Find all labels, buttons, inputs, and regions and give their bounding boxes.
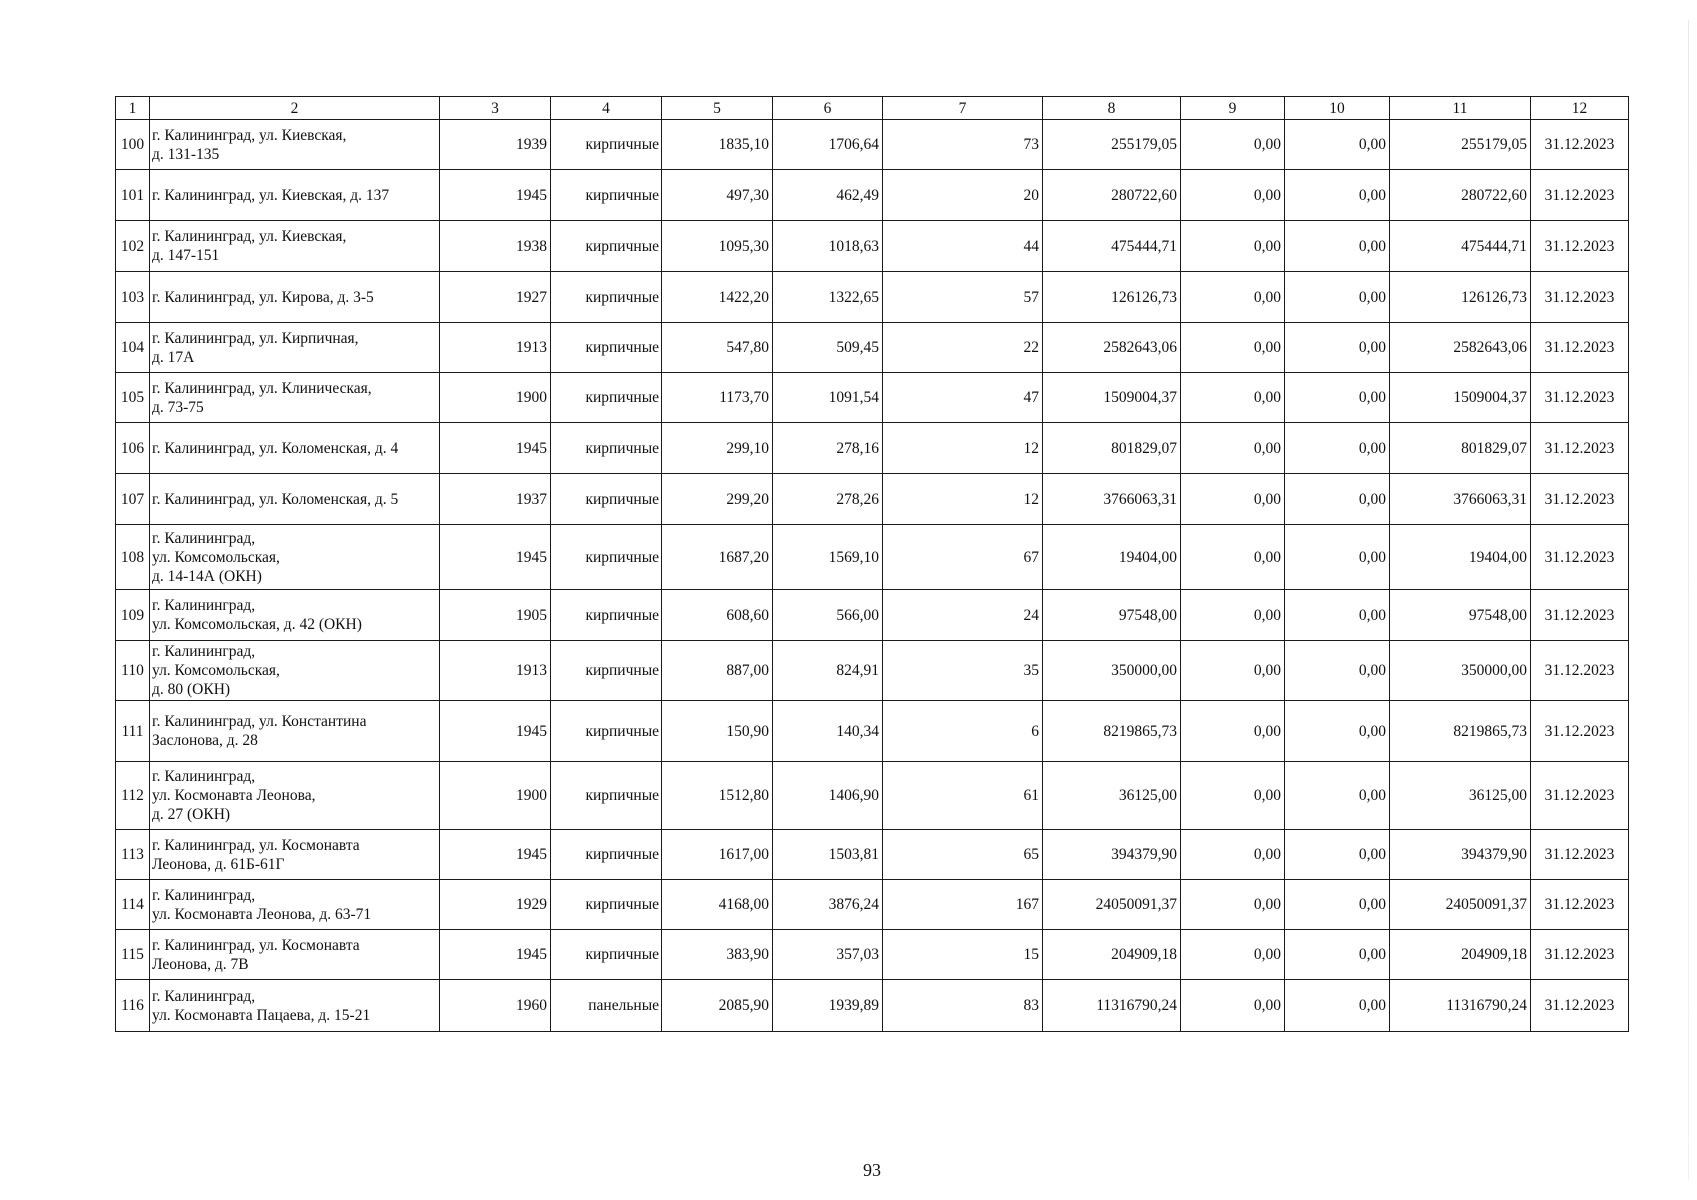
column-6-cell: 357,03 <box>773 930 883 980</box>
column-7-cell: 167 <box>883 880 1043 930</box>
table-row <box>116 830 1629 880</box>
wall-material-cell: кирпичные <box>551 323 662 373</box>
column-9-cell: 0,00 <box>1181 762 1285 830</box>
wall-material-cell: кирпичные <box>551 641 662 701</box>
address-cell <box>150 590 440 641</box>
column-6-cell: 3876,24 <box>773 880 883 930</box>
wall-material-cell: кирпичные <box>551 701 662 762</box>
address-line: д. 73-75 <box>152 398 204 416</box>
row-number-cell: 113 <box>116 830 150 880</box>
column-10-cell: 0,00 <box>1285 641 1390 701</box>
column-6-cell: 140,34 <box>773 701 883 762</box>
address-line: ул. Космонавта Леонова, д. 63-71 <box>152 905 372 923</box>
column-5-cell: 608,60 <box>662 590 773 641</box>
column-6-cell: 824,91 <box>773 641 883 701</box>
year-cell: 1945 <box>440 701 551 762</box>
wall-material-cell: кирпичные <box>551 880 662 930</box>
wall-material-cell: кирпичные <box>551 830 662 880</box>
deadline-date-cell: 31.12.2023 <box>1531 423 1629 474</box>
column-10-cell: 0,00 <box>1285 830 1390 880</box>
year-cell: 1905 <box>440 590 551 641</box>
column-header-2: 2 <box>150 97 440 120</box>
address-line: г. Калининград, <box>152 987 256 1005</box>
row-number-cell: 114 <box>116 880 150 930</box>
column-9-cell: 0,00 <box>1181 272 1285 323</box>
table-row <box>116 170 1629 221</box>
deadline-date-cell: 31.12.2023 <box>1531 830 1629 880</box>
column-8-cell: 350000,00 <box>1043 641 1181 701</box>
column-10-cell: 0,00 <box>1285 170 1390 221</box>
address-line: д. 131-135 <box>152 145 220 163</box>
column-7-cell: 65 <box>883 830 1043 880</box>
table-row <box>116 590 1629 641</box>
year-cell: 1945 <box>440 423 551 474</box>
column-7-cell: 57 <box>883 272 1043 323</box>
column-7-cell: 20 <box>883 170 1043 221</box>
column-8-cell: 204909,18 <box>1043 930 1181 980</box>
column-8-cell: 801829,07 <box>1043 423 1181 474</box>
table-row <box>116 272 1629 323</box>
year-cell: 1900 <box>440 762 551 830</box>
page-number: 93 <box>863 1160 881 1180</box>
column-header-5: 5 <box>662 97 773 120</box>
column-10-cell: 0,00 <box>1285 373 1390 423</box>
wall-material-cell: кирпичные <box>551 373 662 423</box>
column-6-cell: 1322,65 <box>773 272 883 323</box>
year-cell: 1938 <box>440 221 551 272</box>
wall-material-cell: кирпичные <box>551 762 662 830</box>
column-8-cell: 3766063,31 <box>1043 474 1181 525</box>
column-7-cell: 15 <box>883 930 1043 980</box>
column-9-cell: 0,00 <box>1181 221 1285 272</box>
column-8-cell: 475444,71 <box>1043 221 1181 272</box>
deadline-date-cell: 31.12.2023 <box>1531 373 1629 423</box>
column-11-cell: 350000,00 <box>1390 641 1531 701</box>
table-row <box>116 120 1629 170</box>
column-6-cell: 1091,54 <box>773 373 883 423</box>
column-6-cell: 1939,89 <box>773 980 883 1032</box>
table-row <box>116 930 1629 980</box>
column-7-cell: 47 <box>883 373 1043 423</box>
table-row <box>116 221 1629 272</box>
address-cell <box>150 120 440 170</box>
address-line: г. Калининград, <box>152 529 256 547</box>
row-number-cell: 105 <box>116 373 150 423</box>
column-11-cell: 126126,73 <box>1390 272 1531 323</box>
address-cell <box>150 373 440 423</box>
column-8-cell: 36125,00 <box>1043 762 1181 830</box>
address-cell <box>150 701 440 762</box>
deadline-date-cell: 31.12.2023 <box>1531 120 1629 170</box>
year-cell: 1939 <box>440 120 551 170</box>
deadline-date-cell: 31.12.2023 <box>1531 525 1629 590</box>
column-7-cell: 6 <box>883 701 1043 762</box>
address-line: ул. Комсомольская, д. 42 (ОКН) <box>152 616 362 633</box>
address-line: г. Калининград, ул. Киевская, <box>152 126 347 144</box>
year-cell: 1960 <box>440 980 551 1032</box>
table-row <box>116 980 1629 1032</box>
column-10-cell: 0,00 <box>1285 272 1390 323</box>
address-cell <box>150 272 440 323</box>
column-7-cell: 12 <box>883 474 1043 525</box>
column-8-cell: 394379,90 <box>1043 830 1181 880</box>
column-7-cell: 61 <box>883 762 1043 830</box>
column-5-cell: 150,90 <box>662 701 773 762</box>
column-header-12: 12 <box>1531 97 1629 120</box>
row-number-cell: 115 <box>116 930 150 980</box>
column-5-cell: 2085,90 <box>662 980 773 1032</box>
wall-material-cell: кирпичные <box>551 930 662 980</box>
year-cell: 1913 <box>440 641 551 701</box>
column-header-11: 11 <box>1390 97 1531 120</box>
column-9-cell: 0,00 <box>1181 170 1285 221</box>
column-11-cell: 255179,05 <box>1390 120 1531 170</box>
address-line: г. Калининград, ул. Космонавта <box>152 936 360 954</box>
column-10-cell: 0,00 <box>1285 701 1390 762</box>
column-9-cell: 0,00 <box>1181 590 1285 641</box>
column-8-cell: 280722,60 <box>1043 170 1181 221</box>
address-line: г. Калининград, ул. Коломенская, д. 5 <box>152 490 399 508</box>
row-number-cell: 112 <box>116 762 150 830</box>
row-number-cell: 104 <box>116 323 150 373</box>
column-8-cell: 24050091,37 <box>1043 880 1181 930</box>
housing-register-table <box>115 96 1629 1032</box>
deadline-date-cell: 31.12.2023 <box>1531 474 1629 525</box>
column-6-cell: 462,49 <box>773 170 883 221</box>
row-number-cell: 101 <box>116 170 150 221</box>
column-10-cell: 0,00 <box>1285 590 1390 641</box>
address-cell <box>150 323 440 373</box>
column-6-cell: 1706,64 <box>773 120 883 170</box>
deadline-date-cell: 31.12.2023 <box>1531 590 1629 641</box>
row-number-cell: 102 <box>116 221 150 272</box>
deadline-date-cell: 31.12.2023 <box>1531 221 1629 272</box>
address-line: г. Калининград, <box>152 886 256 904</box>
year-cell: 1945 <box>440 830 551 880</box>
address-line: д. 17А <box>152 348 195 366</box>
address-line: ул. Космонавта Леонова, <box>152 787 316 804</box>
table-row <box>116 423 1629 474</box>
address-line: г. Калининград, ул. Константина <box>152 713 367 730</box>
column-5-cell: 1173,70 <box>662 373 773 423</box>
column-header-3: 3 <box>440 97 551 120</box>
address-cell <box>150 830 440 880</box>
deadline-date-cell: 31.12.2023 <box>1531 323 1629 373</box>
wall-material-cell: кирпичные <box>551 272 662 323</box>
column-5-cell: 497,30 <box>662 170 773 221</box>
column-5-cell: 4168,00 <box>662 880 773 930</box>
column-5-cell: 1835,10 <box>662 120 773 170</box>
column-8-cell: 2582643,06 <box>1043 323 1181 373</box>
wall-material-cell: кирпичные <box>551 170 662 221</box>
wall-material-cell: кирпичные <box>551 221 662 272</box>
column-number-header-row <box>116 97 1629 120</box>
column-11-cell: 11316790,24 <box>1390 980 1531 1032</box>
address-cell <box>150 930 440 980</box>
column-header-1: 1 <box>116 97 150 120</box>
column-8-cell: 19404,00 <box>1043 525 1181 590</box>
table-row <box>116 701 1629 762</box>
column-10-cell: 0,00 <box>1285 980 1390 1032</box>
address-line: ул. Космонавта Пацаева, д. 15-21 <box>152 1006 371 1024</box>
column-8-cell: 8219865,73 <box>1043 701 1181 762</box>
address-cell <box>150 980 440 1032</box>
column-9-cell: 0,00 <box>1181 930 1285 980</box>
year-cell: 1929 <box>440 880 551 930</box>
column-6-cell: 278,26 <box>773 474 883 525</box>
column-11-cell: 8219865,73 <box>1390 701 1531 762</box>
column-9-cell: 0,00 <box>1181 830 1285 880</box>
column-5-cell: 1422,20 <box>662 272 773 323</box>
year-cell: 1937 <box>440 474 551 525</box>
year-cell: 1945 <box>440 930 551 980</box>
column-5-cell: 1095,30 <box>662 221 773 272</box>
column-10-cell: 0,00 <box>1285 120 1390 170</box>
address-cell <box>150 474 440 525</box>
column-6-cell: 509,45 <box>773 323 883 373</box>
column-11-cell: 24050091,37 <box>1390 880 1531 930</box>
column-5-cell: 299,20 <box>662 474 773 525</box>
column-11-cell: 19404,00 <box>1390 525 1531 590</box>
address-line: ул. Комсомольская, <box>152 548 280 566</box>
address-cell <box>150 170 440 221</box>
column-8-cell: 255179,05 <box>1043 120 1181 170</box>
column-5-cell: 1617,00 <box>662 830 773 880</box>
address-line: д. 147-151 <box>152 247 220 264</box>
column-10-cell: 0,00 <box>1285 880 1390 930</box>
column-10-cell: 0,00 <box>1285 323 1390 373</box>
row-number-cell: 109 <box>116 590 150 641</box>
column-6-cell: 1018,63 <box>773 221 883 272</box>
column-11-cell: 1509004,37 <box>1390 373 1531 423</box>
address-line: д. 80 (ОКН) <box>152 681 231 698</box>
table-row <box>116 525 1629 590</box>
column-8-cell: 11316790,24 <box>1043 980 1181 1032</box>
address-line: д. 27 (ОКН) <box>152 806 231 823</box>
column-5-cell: 547,80 <box>662 323 773 373</box>
column-7-cell: 44 <box>883 221 1043 272</box>
row-number-cell: 106 <box>116 423 150 474</box>
address-cell <box>150 525 440 590</box>
column-5-cell: 887,00 <box>662 641 773 701</box>
column-5-cell: 1512,80 <box>662 762 773 830</box>
column-10-cell: 0,00 <box>1285 423 1390 474</box>
column-6-cell: 1569,10 <box>773 525 883 590</box>
wall-material-cell: панельные <box>551 980 662 1032</box>
column-8-cell: 1509004,37 <box>1043 373 1181 423</box>
year-cell: 1913 <box>440 323 551 373</box>
year-cell: 1945 <box>440 525 551 590</box>
column-7-cell: 35 <box>883 641 1043 701</box>
row-number-cell: 111 <box>116 701 150 762</box>
column-9-cell: 0,00 <box>1181 120 1285 170</box>
column-6-cell: 1503,81 <box>773 830 883 880</box>
column-header-8: 8 <box>1043 97 1181 120</box>
column-7-cell: 67 <box>883 525 1043 590</box>
column-9-cell: 0,00 <box>1181 701 1285 762</box>
address-line: г. Калининград, ул. Киевская, <box>152 228 347 245</box>
year-cell: 1900 <box>440 373 551 423</box>
row-number-cell: 107 <box>116 474 150 525</box>
column-11-cell: 97548,00 <box>1390 590 1531 641</box>
row-number-cell: 108 <box>116 525 150 590</box>
column-9-cell: 0,00 <box>1181 474 1285 525</box>
address-line: г. Калининград, ул. Кирпичная, <box>152 329 359 347</box>
column-5-cell: 1687,20 <box>662 525 773 590</box>
year-cell: 1927 <box>440 272 551 323</box>
table-row <box>116 373 1629 423</box>
row-number-cell: 103 <box>116 272 150 323</box>
address-line: д. 14-14А (ОКН) <box>152 567 262 585</box>
column-5-cell: 383,90 <box>662 930 773 980</box>
wall-material-cell: кирпичные <box>551 590 662 641</box>
column-7-cell: 24 <box>883 590 1043 641</box>
column-11-cell: 36125,00 <box>1390 762 1531 830</box>
wall-material-cell: кирпичные <box>551 120 662 170</box>
column-header-4: 4 <box>551 97 662 120</box>
register-table-container <box>115 96 1628 1032</box>
column-11-cell: 394379,90 <box>1390 830 1531 880</box>
column-5-cell: 299,10 <box>662 423 773 474</box>
deadline-date-cell: 31.12.2023 <box>1531 170 1629 221</box>
wall-material-cell: кирпичные <box>551 525 662 590</box>
column-11-cell: 280722,60 <box>1390 170 1531 221</box>
deadline-date-cell: 31.12.2023 <box>1531 762 1629 830</box>
column-9-cell: 0,00 <box>1181 525 1285 590</box>
address-cell <box>150 423 440 474</box>
address-line: Заслонова, д. 28 <box>152 732 258 749</box>
column-9-cell: 0,00 <box>1181 641 1285 701</box>
deadline-date-cell: 31.12.2023 <box>1531 701 1629 762</box>
column-9-cell: 0,00 <box>1181 880 1285 930</box>
table-row <box>116 762 1629 830</box>
column-11-cell: 3766063,31 <box>1390 474 1531 525</box>
year-cell: 1945 <box>440 170 551 221</box>
address-line: г. Калининград, <box>152 597 256 614</box>
address-cell <box>150 221 440 272</box>
column-11-cell: 204909,18 <box>1390 930 1531 980</box>
deadline-date-cell: 31.12.2023 <box>1531 980 1629 1032</box>
column-8-cell: 126126,73 <box>1043 272 1181 323</box>
table-row <box>116 323 1629 373</box>
column-10-cell: 0,00 <box>1285 525 1390 590</box>
address-line: г. Калининград, ул. Киевская, д. 137 <box>152 186 390 204</box>
row-number-cell: 100 <box>116 120 150 170</box>
column-11-cell: 475444,71 <box>1390 221 1531 272</box>
address-cell <box>150 641 440 701</box>
table-body <box>116 120 1629 1032</box>
column-7-cell: 12 <box>883 423 1043 474</box>
column-header-6: 6 <box>773 97 883 120</box>
wall-material-cell: кирпичные <box>551 423 662 474</box>
column-8-cell: 97548,00 <box>1043 590 1181 641</box>
column-header-10: 10 <box>1285 97 1390 120</box>
address-line: г. Калининград, ул. Коломенская, д. 4 <box>152 439 399 457</box>
row-number-cell: 116 <box>116 980 150 1032</box>
row-number-cell: 110 <box>116 641 150 701</box>
deadline-date-cell: 31.12.2023 <box>1531 641 1629 701</box>
deadline-date-cell: 31.12.2023 <box>1531 930 1629 980</box>
column-7-cell: 22 <box>883 323 1043 373</box>
address-line: г. Калининград, <box>152 643 256 660</box>
table-row <box>116 641 1629 701</box>
column-11-cell: 801829,07 <box>1390 423 1531 474</box>
address-line: г. Калининград, ул. Кирова, д. 3-5 <box>152 288 374 306</box>
address-cell <box>150 762 440 830</box>
column-6-cell: 278,16 <box>773 423 883 474</box>
column-9-cell: 0,00 <box>1181 373 1285 423</box>
table-row <box>116 880 1629 930</box>
address-line: Леонова, д. 61Б-61Г <box>152 855 285 873</box>
column-7-cell: 73 <box>883 120 1043 170</box>
column-header-7: 7 <box>883 97 1043 120</box>
address-line: г. Калининград, <box>152 768 256 785</box>
column-10-cell: 0,00 <box>1285 474 1390 525</box>
address-line: Леонова, д. 7В <box>152 955 249 973</box>
column-7-cell: 83 <box>883 980 1043 1032</box>
address-line: ул. Комсомольская, <box>152 662 280 679</box>
column-11-cell: 2582643,06 <box>1390 323 1531 373</box>
scan-edge <box>1688 20 1689 1180</box>
column-9-cell: 0,00 <box>1181 323 1285 373</box>
deadline-date-cell: 31.12.2023 <box>1531 272 1629 323</box>
column-10-cell: 0,00 <box>1285 221 1390 272</box>
address-cell <box>150 880 440 930</box>
column-10-cell: 0,00 <box>1285 930 1390 980</box>
address-line: г. Калининград, ул. Клиническая, <box>152 379 372 397</box>
column-9-cell: 0,00 <box>1181 423 1285 474</box>
address-line: г. Калининград, ул. Космонавта <box>152 836 360 854</box>
column-6-cell: 1406,90 <box>773 762 883 830</box>
column-6-cell: 566,00 <box>773 590 883 641</box>
table-row <box>116 474 1629 525</box>
column-header-9: 9 <box>1181 97 1285 120</box>
column-9-cell: 0,00 <box>1181 980 1285 1032</box>
deadline-date-cell: 31.12.2023 <box>1531 880 1629 930</box>
wall-material-cell: кирпичные <box>551 474 662 525</box>
column-10-cell: 0,00 <box>1285 762 1390 830</box>
